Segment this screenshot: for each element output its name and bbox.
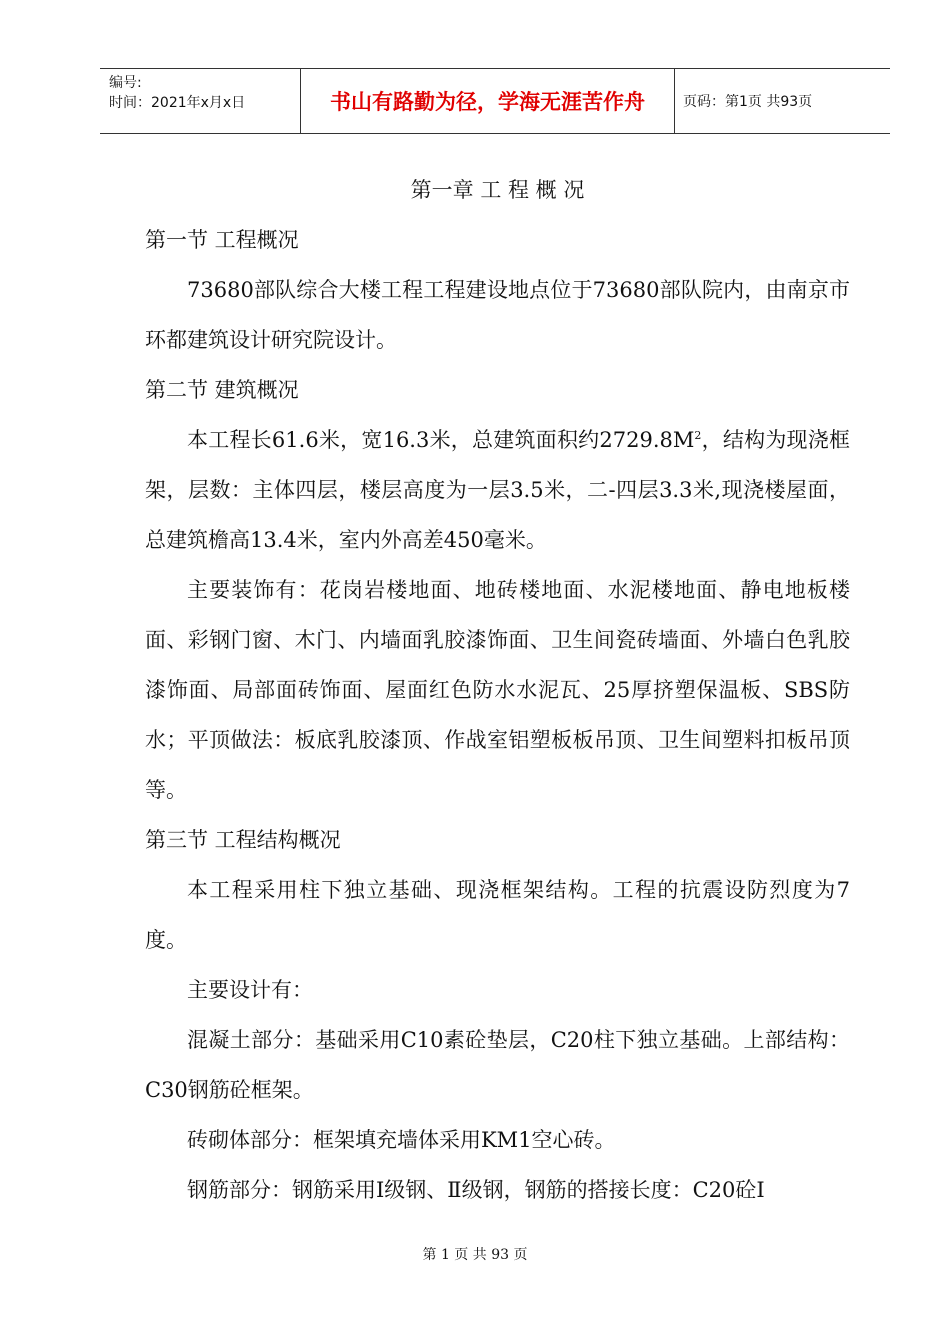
superscript: 2 [694,429,702,442]
header-page-info: 页码：第1页 共93页 [683,94,813,110]
header-meta [100,69,301,133]
header-motto: 书山有路勤为径，学海无涯苦作舟 [301,69,675,133]
paragraph: 主要装饰有：花岗岩楼地面、地砖楼地面、水泥楼地面、静电地板楼面、彩钢门窗、木门、内墙面乳胶漆饰面、卫生间瓷砖墙面、外墙白色乳胶漆饰面、局部面砖饰面、屋面红色防水水泥瓦、25厚挤塑保温板、SBS防水；平顶做法：板底乳胶漆顶、作战室铝塑板板吊顶、卫生间塑料扣板吊顶等。 [145,578,850,802]
paragraph: 73680部队综合大楼工程工程建设地点位于73680部队院内，由南京市环都建筑设计研究院设计。 [145,278,850,352]
time-label: 时间：2021年x月x日 [109,95,246,111]
paragraph: 本工程采用柱下独立基础、现浇框架结构。工程的抗震设防烈度为7度。 [145,878,850,952]
chapter-title: 第一章 工 程 概 况 [410,178,585,202]
paragraph-text: 本工程长61.6米，宽16.3米，总建筑面积约2729.8M [187,428,695,452]
paragraph: 主要设计有： [187,978,313,1002]
section-title: 第三节 工程结构概况 [145,828,341,852]
paragraph [145,415,850,565]
section-title: 第一节 工程概况 [145,228,299,252]
paragraph: 钢筋部分：钢筋采用Ⅰ级钢、Ⅱ级钢，钢筋的搭接长度：C20砼Ⅰ [187,1178,765,1202]
paragraph-text: ，结构为现浇框架，层数：主体四层，楼层高度为一层3.5米，二-四层3.3米,现浇楼屋面，总建筑檐高13.4米，室内外高差450毫米。 [145,428,851,552]
document-body [145,165,850,1215]
section-title: 第二节 建筑概况 [145,378,299,402]
number-label: 编号: [109,75,142,91]
page-header [100,68,890,134]
paragraph: 混凝土部分：基础采用C10素砼垫层，C20柱下独立基础。上部结构：C30钢筋砼框架。 [145,1028,850,1102]
page-footer: 第 1 页 共 93 页 [422,1247,528,1263]
paragraph: 砖砌体部分：框架填充墙体采用KM1空心砖。 [187,1128,616,1152]
